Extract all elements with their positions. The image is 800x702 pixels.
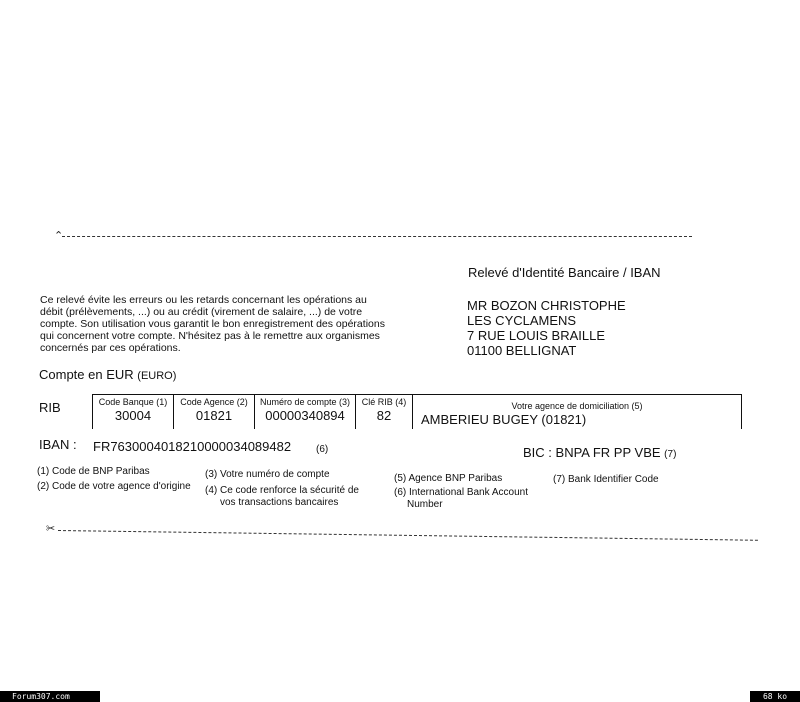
scissors-icon-bottom: ✂ (46, 523, 56, 535)
footnote-2: (2) Code de votre agence d'origine (37, 481, 191, 492)
rib-cell-cle (356, 395, 413, 430)
footnote-4a: (4) Ce code renforce la sécurité de (205, 485, 359, 496)
account-label: Compte en EUR (39, 367, 134, 382)
bic-value: BNPA FR PP VBE (555, 445, 661, 460)
code-agence-value: 01821 (195, 408, 233, 423)
holder-address (467, 298, 626, 358)
iban-ref: (6) (316, 444, 329, 455)
address-line-3: 7 RUE LOUIS BRAILLE (467, 328, 605, 343)
footnote-5: (5) Agence BNP Paribas (394, 473, 503, 484)
footnote-6a: (6) International Bank Account (394, 487, 528, 498)
footnote-1: (1) Code de BNP Paribas (37, 466, 150, 477)
iban-value: FR7630004018210000034089482 (93, 439, 292, 454)
rib-cell-numero (255, 395, 356, 430)
agence-header: Votre agence de domiciliation (5) (511, 401, 643, 411)
rib-label: RIB (39, 400, 61, 415)
address-line-1: MR BOZON CHRISTOPHE (467, 298, 626, 313)
footnote-3: (3) Votre numéro de compte (205, 469, 330, 480)
footnote-6b: Number (407, 499, 443, 510)
code-banque-header: Code Banque (1) (98, 397, 168, 407)
notice-text: Ce relevé évite les erreurs ou les retards concernant les opérations au débit (prélèvements, ...) ou au crédit (virement de salaire, ...) de votre compte. Son utilisation vous garantit le bon enregistrement des opérations qui concernent votre compte. N'hésitez pas à le remettre aux organismes concernés par ces opérations. (40, 294, 385, 354)
footnote-7: (7) Bank Identifier Code (553, 474, 659, 485)
file-size-badge: 68 ko (750, 691, 800, 702)
account-currency-name: (EURO) (137, 370, 177, 382)
bic-label: BIC : (523, 445, 552, 460)
agence-value: AMBERIEU BUGEY (01821) (421, 412, 587, 427)
document-title: Relevé d'Identité Bancaire / IBAN (468, 265, 661, 280)
rib-cell-code-banque (93, 395, 174, 430)
cut-line-bottom (58, 530, 758, 541)
address-line-2: LES CYCLAMENS (467, 313, 577, 328)
rib-cell-agence (413, 395, 742, 430)
rib-table (92, 394, 742, 429)
cle-rib-value: 82 (376, 408, 392, 423)
iban-label: IBAN : (39, 437, 77, 452)
rib-cell-code-agence (174, 395, 255, 430)
bic-ref: (7) (664, 449, 677, 460)
scissors-icon-top: ⌃ (54, 230, 64, 242)
code-agence-header: Code Agence (2) (180, 397, 248, 407)
cle-rib-header: Clé RIB (4) (361, 397, 407, 407)
account-currency (39, 367, 176, 382)
cut-line-top (62, 236, 692, 237)
footnote-4b: vos transactions bancaires (220, 497, 339, 508)
numero-compte-value: 00000340894 (265, 408, 345, 423)
numero-compte-header: Numéro de compte (3) (259, 397, 351, 407)
address-line-4: 01100 BELLIGNAT (467, 343, 577, 358)
forum-watermark: Forum307.com (0, 691, 100, 702)
bic-block (523, 445, 676, 461)
code-banque-value: 30004 (114, 408, 152, 423)
